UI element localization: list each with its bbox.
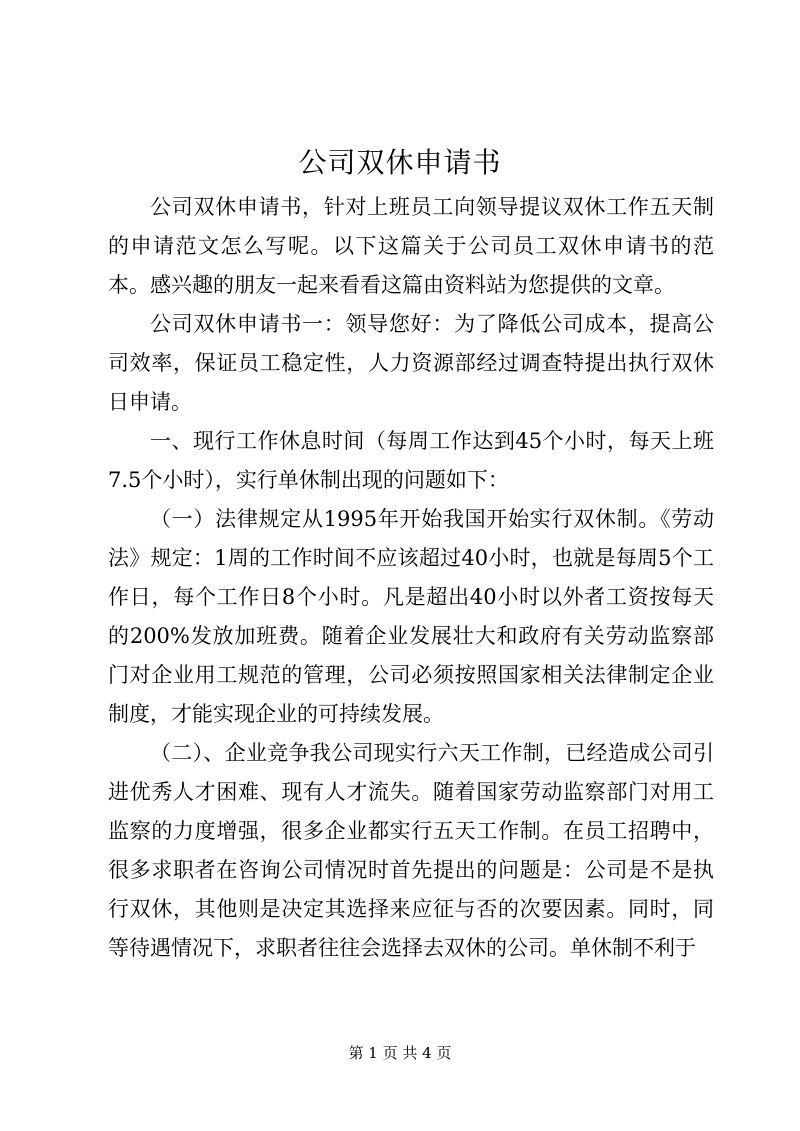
paragraph-legal-provision: （一）法律规定从1995年开始我国开始实行双休制。《劳动法》规定：1周的工作时间不应该超过40小时，也就是每周5个工作日，每个工作日8个小时。凡是超出40小时以外者工资按每天的200%发放加班费。随着企业发展壮大和政府有关劳动监察部门对企业用工规范的管理，公司必须按照国家相关法律制定企业制度，才能实现企业的可持续发展。 (108, 507, 714, 726)
paragraph-application-one: 公司双休申请书一：领导您好：为了降低公司成本，提高公司效率，保证员工稳定性，人力资源部经过调查特提出执行双休日申请。 (108, 312, 714, 414)
paragraph-competition: （二）、企业竞争我公司现实行六天工作制，已经造成公司引进优秀人才困难、现有人才流失。随着国家劳动监察部门对用工监察的力度增强，很多企业都实行五天工作制。在员工招聘中，很多求职者在咨询公司情况时首先提出的问题是：公司是不是执行双休，其他则是决定其选择来应征与否的次要因素。同时，同等待遇情况下，求职者往往会选择去双休的公司。单休制不利于 (108, 741, 714, 960)
document-title: 公司双休申请书 (298, 146, 502, 179)
paragraph-section-one: 一、现行工作休息时间（每周工作达到45个小时，每天上班7.5个小时），实行单休制出现的问题如下： (108, 429, 714, 492)
document-body (108, 188, 714, 968)
paragraph-intro: 公司双休申请书，针对上班员工向领导提议双休工作五天制的申请范文怎么写呢。以下这篇关于公司员工双休申请书的范本。感兴趣的朋友一起来看看这篇由资料站为您提供的文章。 (108, 195, 714, 297)
page-footer: 第 1 页 共 4 页 (348, 1044, 452, 1062)
